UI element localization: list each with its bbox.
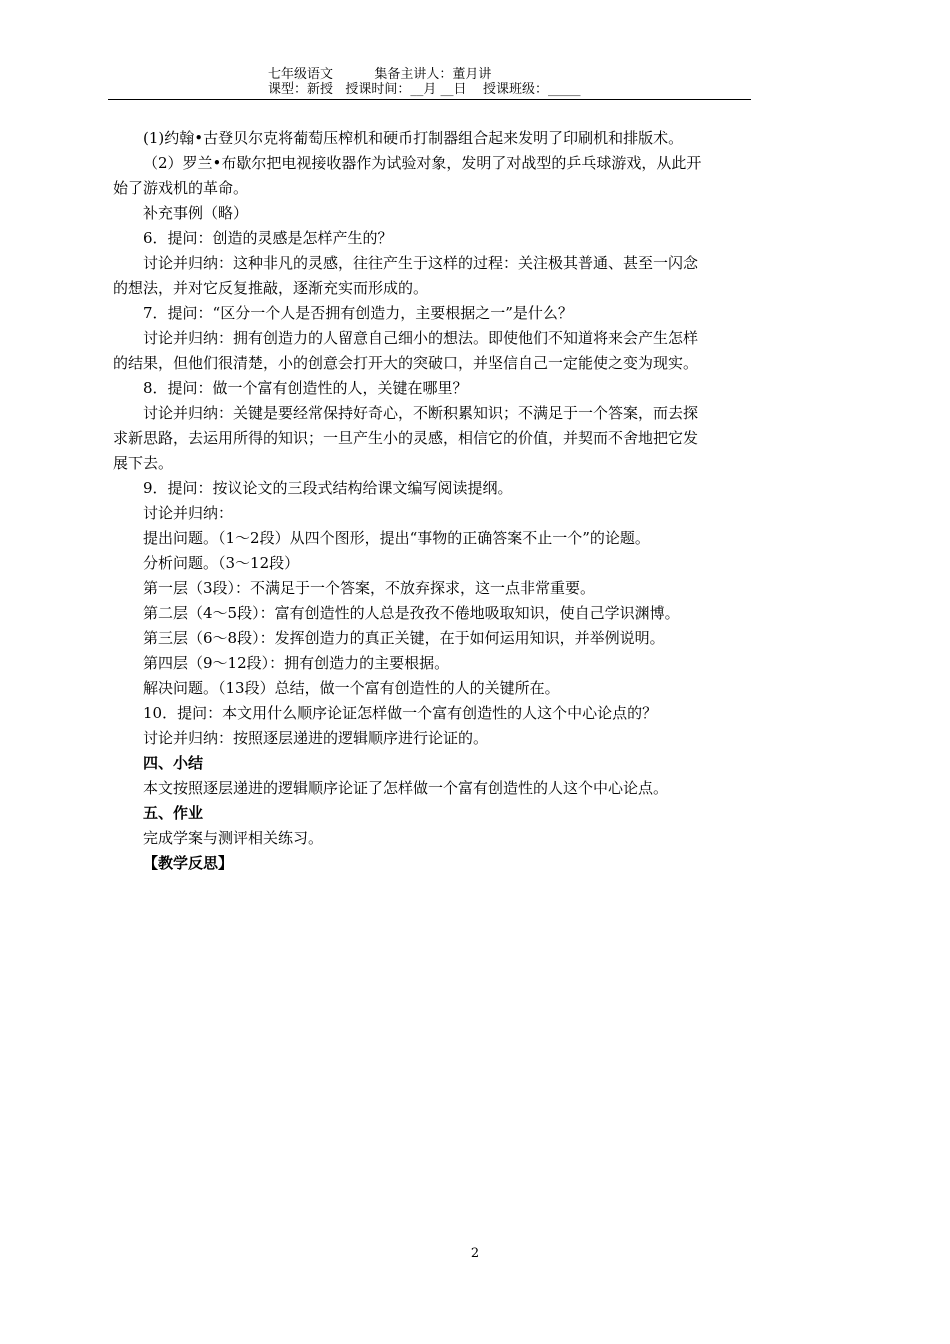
header-subject-line: 七年级语文 集备主讲人：董月讲 (268, 67, 492, 82)
answer-8-line2: 求新思路，去运用所得的知识；一旦产生小的灵感，相信它的价值，并契而不舍地把它发 (113, 429, 699, 447)
outline-layer-1: 第一层（3段）：不满足于一个答案，不放弃探求，这一点非常重要。 (143, 579, 596, 597)
homework-text: 完成学案与测评相关练习。 (143, 829, 324, 847)
outline-layer-3: 第三层（6～8段）：发挥创造力的真正关键，在于如何运用知识，并举例说明。 (143, 629, 665, 647)
answer-7-line2: 的结果，但他们很清楚，小的创意会打开大的突破口，并坚信自己一定能使之变为现实。 (113, 354, 699, 372)
answer-9-intro: 讨论并归纳： (143, 504, 234, 522)
answer-6-line1: 讨论并归纳：这种非凡的灵感，往往产生于这样的过程：关注极其普通、甚至一闪念 (143, 254, 699, 272)
question-9: 9．提问：按议论文的三段式结构给课文编写阅读提纲。 (143, 479, 513, 497)
answer-8-line1: 讨论并归纳：关键是要经常保持好奇心，不断积累知识；不满足于一个答案，而去探 (143, 404, 699, 422)
summary-text: 本文按照逐层递进的逻辑顺序论证了怎样做一个富有创造性的人这个中心论点。 (143, 779, 669, 797)
section-heading-summary: 四、小结 (143, 754, 204, 772)
supplement-note: 补充事例（略） (143, 204, 249, 222)
question-10: 10．提问：本文用什么顺序论证怎样做一个富有创造性的人这个中心论点的？ (143, 704, 658, 722)
answer-6-line2: 的想法，并对它反复推敲，逐渐充实而形成的。 (113, 279, 429, 297)
example-2-line1: （2）罗兰•布歇尔把电视接收器作为试验对象，发明了对战型的乒乓球游戏，从此开 (143, 154, 702, 172)
question-7: 7．提问：“区分一个人是否拥有创造力，主要根据之一”是什么？ (143, 304, 573, 322)
section-heading-homework: 五、作业 (143, 804, 204, 822)
page-header (108, 66, 751, 100)
answer-10: 讨论并归纳：按照逐层递进的逻辑顺序进行论证的。 (143, 729, 489, 747)
outline-raise-question: 提出问题。（1～2段）从四个图形，提出“事物的正确答案不止一个”的论题。 (143, 529, 650, 547)
outline-solve-question: 解决问题。（13段）总结，做一个富有创造性的人的关键所在。 (143, 679, 560, 697)
question-8: 8．提问：做一个富有创造性的人，关键在哪里？ (143, 379, 468, 397)
question-6: 6．提问：创造的灵感是怎样产生的？ (143, 229, 393, 247)
section-heading-reflection: 【教学反思】 (143, 854, 234, 872)
lesson-plan-body (113, 126, 753, 876)
header-class-info-line: 课型：新授 授课时间：__月 __日 授课班级：_____ (268, 82, 581, 97)
answer-7-line1: 讨论并归纳：拥有创造力的人留意自己细小的想法。即使他们不知道将来会产生怎样 (143, 329, 699, 347)
example-2-line2: 始了游戏机的革命。 (113, 179, 249, 197)
example-1: (1)约翰•古登贝尔克将葡萄压榨机和硬币打制器组合起来发明了印刷机和排版术。 (143, 129, 684, 147)
page-number: 2 (470, 1246, 480, 1261)
outline-layer-2: 第二层（4～5段）：富有创造性的人总是孜孜不倦地吸取知识，使自己学识渊博。 (143, 604, 680, 622)
answer-8-line3: 展下去。 (113, 454, 174, 472)
outline-layer-4: 第四层（9～12段）：拥有创造力的主要根据。 (143, 654, 450, 672)
outline-analyze-question: 分析问题。（3～12段） (143, 554, 300, 572)
